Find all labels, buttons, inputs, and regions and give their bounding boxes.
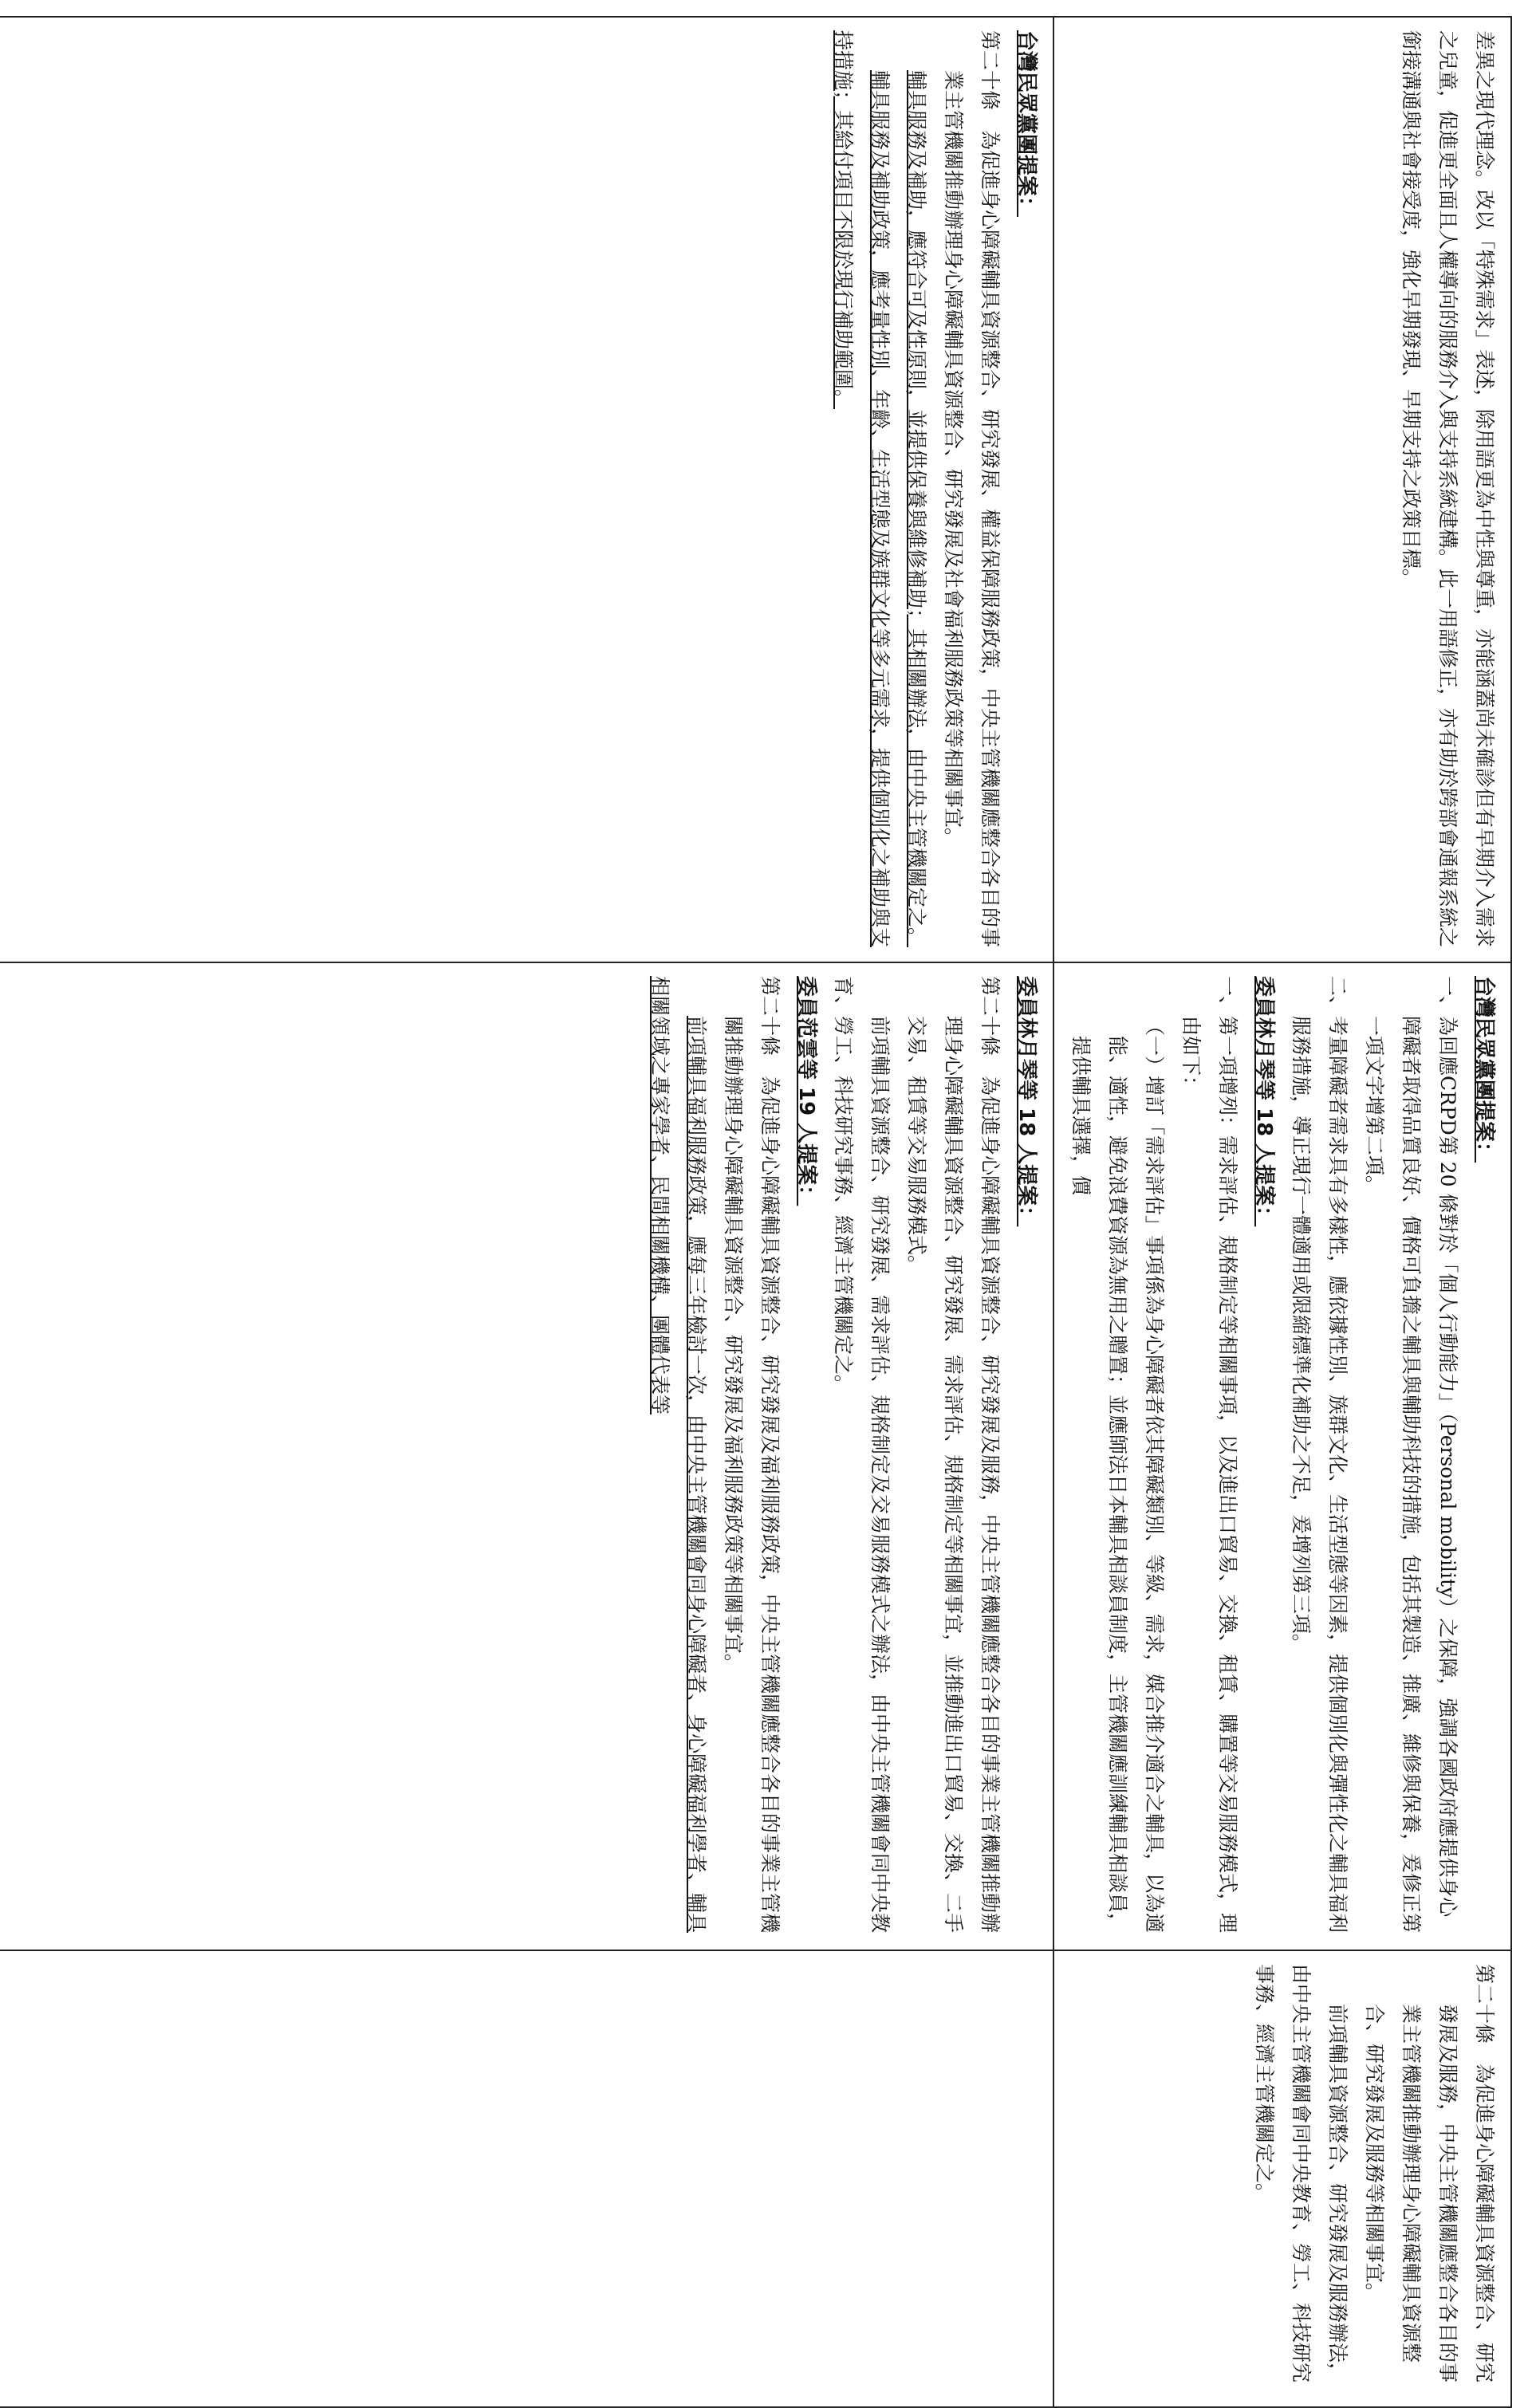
legislator-heading: 委員林月琴等 18 人提案： <box>1014 976 1038 1227</box>
proposal-para-2: 輔具服務及補助，應符合可及性原則，並提供保養與維修補助；其相關辦法，由中央主管機關定之。 <box>905 70 928 948</box>
proposal-para-4: 前項輔具福利服務政策，應每三年檢討一次，由中央主管機關會同身心障礙者、身心障礙福利學者、輔具相關領域之專家學者、民間相關機構、團體代表等 <box>648 976 708 1934</box>
explanation-text: 差異之現代理念。改以「特殊需求」表述，除用語更為中性與尊重，亦能涵蓋尚未確診但有早期介入需求之兒童，促進更全面且人權導向的服務介入與支持系統建構。此一用語修正，亦有助於跨部會通報系統之銜接溝通與社會接受度，強化早期發現、早期支持之政策目標。 <box>1400 30 1496 948</box>
explanation-point-1: 一、為回應CRPD第 20 條對於「個人行動能力」（Personal mobility）之保障，強調各國政府應提供身心障礙者取得品質良好、價格可負擔之輔具與輔助科技的措施，包括其製造、推廣、維修與保養，爰修正第一項文字增第二項。 <box>1363 976 1459 1934</box>
party-heading: 台灣民眾黨團提案： <box>1014 30 1038 218</box>
comparison-table <box>0 16 1512 2408</box>
legislator-heading-2: 委員范雲等 19 人提案： <box>794 976 818 1206</box>
table-row <box>1053 17 1511 2407</box>
legislator-heading: 委員林月琴等 18 人提案： <box>1252 976 1276 1227</box>
cell-explanation-continued <box>1053 17 1511 962</box>
proposal-para-2: 前項輔具資源整合、研究發展、需求評估、規格制定及交易服務模式之辦法，由中央主管機關會同中央教育、勞工、科技研究事務、經濟主管機關定之。 <box>832 976 892 1934</box>
explanation-point-3: 一、第一項增列：需求評估、規格制定等相關事項，以及進出口貿易、交換、租賃、購置等交易服務模式，理由如下： <box>1179 976 1239 1934</box>
explanation-point-2: 二、考量障礙者需求具有多樣性，應依據性別、族群文化、生活型態等因素，提供個別化與彈性化之輔具福利服務措施，導正現行一體適用或限縮標準化補助之不足，爰增列第三項。 <box>1290 976 1349 1934</box>
cell-empty <box>0 1950 1053 2407</box>
cell-tpp-proposal <box>0 17 1053 962</box>
current-article-para-2: 前項輔具資源整合、研究發展及服務辦法，由中央主管機關會同中央教育、勞工、科技研究事務、經濟主管機關定之。 <box>1253 1964 1349 2383</box>
cell-current-article <box>1053 1950 1511 2407</box>
proposal-article-text: 第二十條 為促進身心障礙輔具資源整合、研究發展、權益保障服務政策，中央主管機關應整合各目的事業主管機關推動辦理身心障礙輔具資源整合、研究發展及社會福利服務政策等相關事宜。 <box>942 30 1002 948</box>
explanation-subpoint: （一）增訂「需求評估」事項係為身心障礙者依其障礙類別、等級、需求，媒合推介適合之輔具，以為適能、適性，避免浪費資源為無用之贈置；並應師法日本輔具相談員制度，主管機關應訓練輔具相談員，提供輔具選擇，價 <box>1069 1016 1166 1934</box>
proposal-article-text: 第二十條 為促進身心障礙輔具資源整合、研究發展及服務，中央主管機關應整合各目的事業主管機關推動辦理身心障礙輔具資源整合、研究發展、需求評估、規格制定等相關事宜，並推動進出口貿易、交換、二手交易、租賃等交易服務模式。 <box>905 976 1002 1934</box>
proposal-article-text-2: 第二十條 為促進身心障礙輔具資源整合、研究發展及福利服務政策，中央主管機關應整合各目的事業主管機關推動辦理身心障礙輔具資源整合、研究發展及福利服務政策等相關事宜。 <box>722 976 782 1934</box>
party-heading: 台灣民眾黨團提案： <box>1472 976 1496 1163</box>
proposal-para-3: 輔具服務及補助政策，應考量性別、年齡、生活型態及族群文化等多元需求，提供個別化之補助與支持措施；其給付項目不限於現行補助範圍。 <box>832 30 892 948</box>
cell-explanation <box>1053 962 1511 1950</box>
current-article-text: 第二十條 為促進身心障礙輔具資源整合、研究發展及服務，中央主管機關應整合各目的事業主管機關推動辦理身心障礙輔具資源整合、研究發展及服務等相關事宜。 <box>1363 1964 1496 2383</box>
cell-legislator-proposals <box>0 962 1053 1950</box>
table-row <box>0 17 1053 2407</box>
